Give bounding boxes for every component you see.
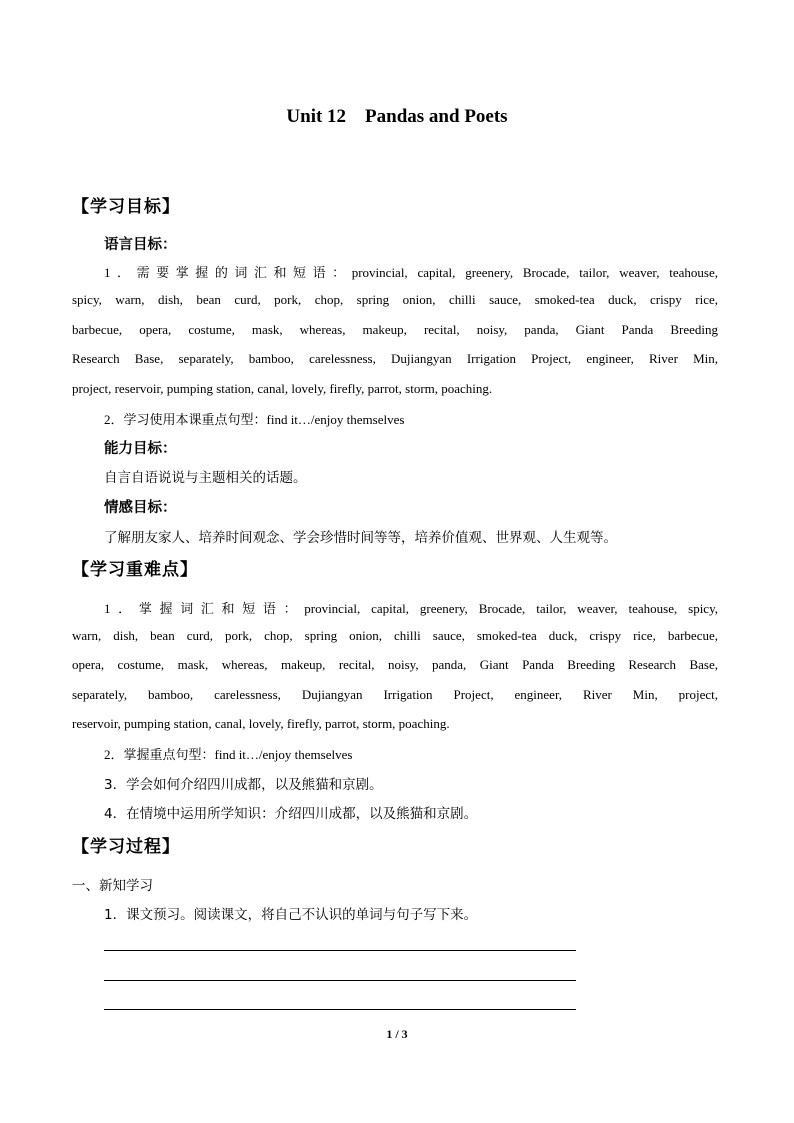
answer-blank-line[interactable] [104,950,576,951]
key-vocab-line-2: warn, dish, bean curd, pork, chop, spring onion, chilli sauce, smoked-tea duck, crispy rice, barbecue, [72,628,718,643]
ability-goal-label: 能力目标： [104,441,177,457]
answer-blank-line[interactable] [104,980,576,981]
objectives-vocab-line-5: project, reservoir, pumping station, canal, lovely, firefly, parrot, storm, poaching. [72,381,493,396]
ability-goal-text: 自言自语说说与主题相关的话题。 [104,470,307,486]
objectives-vocab-line-4: Research Base, separately, bamboo, carelessness, Dujiangyan Irrigation Project, engineer, River Min, [72,351,718,366]
key-point-4: 4．在情境中运用所学知识：介绍四川成都，以及熊猫和京剧。 [104,806,478,822]
emotion-goal-text: 了解朋友家人、培养时间观念、学会珍惜时间等等，培养价值观、世界观、人生观等。 [104,530,617,546]
objectives-vocab-line-3: barbecue, opera, costume, mask, whereas, makeup, recital, noisy, panda, Giant Panda Breeding [72,322,718,337]
key-point-3: 3．学会如何介绍四川成都，以及熊猫和京剧。 [104,777,383,793]
page-number: 1 / 3 [386,1027,408,1041]
process-item-1: 1．课文预习。阅读课文，将自己不认识的单词与句子写下来。 [104,907,478,923]
key-point-2: 2．掌握重点句型：find it…/enjoy themselves [104,747,353,762]
language-goal-label: 语言目标： [104,237,177,253]
page-title: Unit 12 Pandas and Poets [286,106,508,127]
key-points-heading: 【学习重难点】 [72,560,198,580]
key-vocab-line-5: reservoir, pumping station, canal, lovely, firefly, parrot, storm, poaching. [72,716,450,731]
key-vocab-line-3: opera, costume, mask, whereas, makeup, recital, noisy, panda, Giant Panda Breeding Research Base, [72,657,718,672]
process-part-1: 一、新知学习 [72,878,153,894]
objectives-heading: 【学习目标】 [72,197,180,217]
objectives-vocab-line-1: 1．需要掌握的词汇和短语：provincial, capital, greenery, Brocade, tailor, weaver, teahouse, [104,265,718,280]
objectives-pattern-line: 2．学习使用本课重点句型：find it…/enjoy themselves [104,412,405,427]
key-vocab-line-1: 1．掌握词汇和短语：provincial, capital, greenery, Brocade, tailor, weaver, teahouse, spicy, [104,601,718,616]
answer-blank-line[interactable] [104,1009,576,1010]
objectives-vocab-line-2: spicy, warn, dish, bean curd, pork, chop, spring onion, chilli sauce, smoked-tea duck, crispy rice, [72,292,718,307]
emotion-goal-label: 情感目标： [104,500,177,516]
process-heading: 【学习过程】 [72,837,180,857]
key-vocab-line-4: separately, bamboo, carelessness, Dujiangyan Irrigation Project, engineer, River Min, project, [72,687,718,702]
